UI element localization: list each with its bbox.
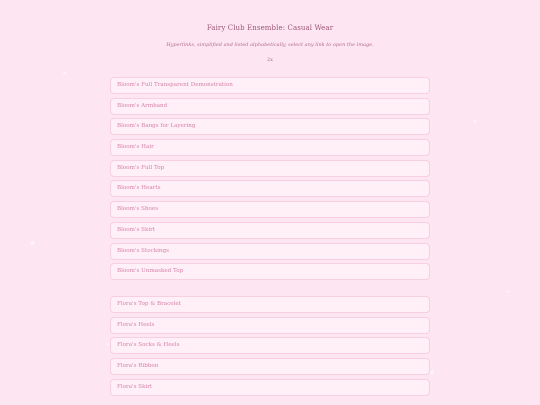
link-list [110, 77, 430, 399]
page-subtitle: Hyperlinks, simplified and listed alphabetically, select any link to open the image. [166, 42, 374, 48]
link-item[interactable]: Bloom's Bangs for Layering [110, 118, 430, 135]
link-item[interactable]: Bloom's Unmasked Top [110, 263, 430, 280]
link-item[interactable]: Flora's Heels [110, 317, 430, 334]
link-item[interactable]: Bloom's Shoes [110, 201, 430, 218]
link-item[interactable]: Bloom's Full Top [110, 160, 430, 177]
link-item[interactable]: Bloom's Hair [110, 139, 430, 156]
link-item[interactable]: Flora's Skirt [110, 379, 430, 396]
link-item[interactable]: Bloom's Armband [110, 98, 430, 115]
link-item[interactable]: Bloom's Hearts [110, 180, 430, 197]
link-item[interactable]: Bloom's Skirt [110, 222, 430, 239]
link-item[interactable]: Flora's Socks & Heels [110, 337, 430, 354]
size-mark: 2x [266, 57, 273, 63]
page-title: Fairy Club Ensemble: Casual Wear [206, 24, 334, 32]
link-item[interactable]: Flora's Ribbon [110, 358, 430, 375]
link-item[interactable]: Bloom's Full Transparent Demonstration [110, 77, 430, 94]
link-item[interactable]: Bloom's Stockings [110, 243, 430, 260]
group-divider [110, 284, 430, 296]
link-item[interactable]: Flora's Top & Bracelet [110, 296, 430, 313]
